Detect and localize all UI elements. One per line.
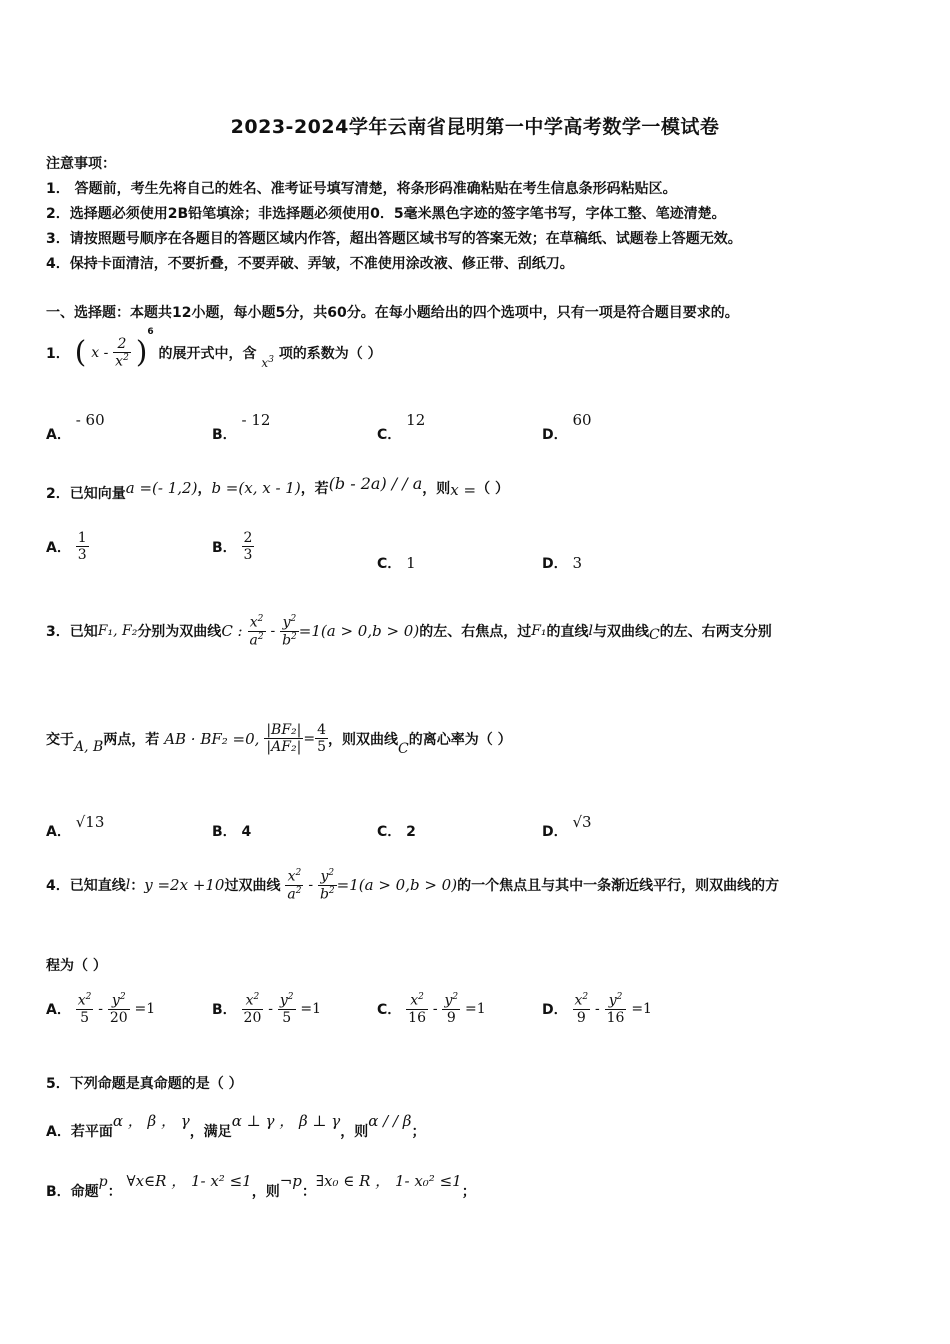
- notice-heading: 注意事项：: [46, 156, 116, 172]
- q3-option-d[interactable]: D． √3: [542, 813, 592, 840]
- term: $x^3$: [261, 355, 274, 370]
- question-2: 2．已知向量a =(- 1,2)，b =(x, x - 1)，若(b - 2a) / / a，则x =（ ）: [46, 474, 509, 502]
- q1-option-b[interactable]: B． - 12: [212, 411, 271, 443]
- q1-option-a[interactable]: A． - 60: [46, 411, 105, 443]
- question-number: 1．: [46, 345, 70, 362]
- question-1: 1． ( x - $\frac{2}{x^2}$ )$^6$ 的展开式中，含 $x^3$ 项的系数为（ ）: [46, 327, 382, 370]
- exam-title: 2023-2024学年云南省昆明第一中学高考数学一模试卷: [230, 116, 720, 138]
- q5-option-b[interactable]: B．命题p： ∀x∈R ， 1- x² ≤1，则¬p：∃x₀ ∈ R ， 1- x₀² ≤1；: [46, 1172, 476, 1200]
- vector-b: b =(x, x - 1): [211, 479, 301, 497]
- q5-option-a[interactable]: A．若平面α ， β ， γ，满足α ⊥ γ ， β ⊥ γ，则α / / β；: [46, 1112, 426, 1140]
- paren-right: ): [135, 335, 148, 370]
- foci: F₁, F₂: [97, 623, 138, 640]
- q1-option-c[interactable]: C． 12: [377, 411, 426, 443]
- expr-left: x -: [91, 344, 109, 361]
- q4-option-c[interactable]: C． $\frac{x^2}{16}$ - $\frac{y^2}{9}$ =1: [377, 992, 486, 1026]
- parallel-condition: (b - 2a) / / a: [328, 474, 423, 493]
- notice-item-2: 2．选择题必须使用2B铅笔填涂；非选择题必须使用0．5毫米黑色字迹的签字笔书写，字体工整、笔迹清楚。: [46, 206, 726, 222]
- fraction: $\frac{2}{x^2}$: [115, 335, 129, 370]
- q2-option-b[interactable]: B． $\frac{2}{3}$: [212, 530, 253, 563]
- question-4: 4．已知直线l：y =2x +10过双曲线 $\frac{x^2}{a^2}$ - $\frac{y^2}{b^2}$ =1(a > 0,b > 0)的一个焦点且与其中一条渐近线平行，则双曲线的方: [46, 868, 780, 903]
- q2-option-d[interactable]: D． 3: [542, 554, 583, 572]
- q2-option-c[interactable]: C． 1: [377, 554, 416, 572]
- question-5: 5．下列命题是真命题的是（ ）: [46, 1076, 243, 1092]
- q4-option-b[interactable]: B． $\frac{x^2}{20}$ - $\frac{y^2}{5}$ =1: [212, 992, 322, 1026]
- question-3-line-2: 交于A, B两点，若 AB · BF₂ =0, $\frac{\text{|BF₂|}}{\text{|AF₂|}}$ = $\frac{4}{5}$ ，则双曲线C的离心率为（ ）: [46, 722, 512, 757]
- line-equation: y =2x +10: [144, 876, 225, 895]
- dot-product: AB · BF₂ =0,: [164, 729, 260, 748]
- q4-option-a[interactable]: A． $\frac{x^2}{5}$ - $\frac{y^2}{20}$ =1: [46, 992, 156, 1026]
- q2-option-a[interactable]: A． $\frac{1}{3}$: [46, 530, 87, 563]
- power: 6: [147, 327, 154, 337]
- q3-option-a[interactable]: A． √13: [46, 813, 105, 840]
- paren-left: (: [74, 335, 87, 370]
- q4-option-d[interactable]: D． $\frac{x^2}{9}$ - $\frac{y^2}{16}$ =1: [542, 992, 652, 1026]
- notice-item-1: 1． 答题前，考生先将自己的姓名、准考证号填写清楚，将条形码准确粘贴在考生信息条形码粘贴区。: [46, 181, 677, 197]
- q3-option-b[interactable]: B． 4: [212, 824, 252, 840]
- q3-option-c[interactable]: C． 2: [377, 824, 416, 840]
- question-3: 3．已知F₁, F₂分别为双曲线C : $\frac{x^2}{a^2}$ - $\frac{y^2}{b^2}$ =1(a > 0,b > 0)的左、右焦点，过F₁的直线l与双曲线C的左、右两支分别: [46, 614, 772, 649]
- section-heading: 一、选择题：本题共12小题，每小题5分，共60分。在每小题给出的四个选项中，只有一项是符合题目要求的。: [46, 305, 739, 321]
- notice-item-3: 3．请按照题号顺序在各题目的答题区域内作答，超出答题区域书写的答案无效；在草稿纸、试题卷上答题无效。: [46, 231, 742, 247]
- notice-item-4: 4．保持卡面清洁，不要折叠，不要弄破、弄皱，不准使用涂改液、修正带、刮纸刀。: [46, 256, 574, 272]
- q1-option-d[interactable]: D． 60: [542, 411, 592, 443]
- vector-a: a =(- 1,2): [125, 479, 198, 497]
- question-4-line-2: 程为（ ）: [46, 958, 107, 974]
